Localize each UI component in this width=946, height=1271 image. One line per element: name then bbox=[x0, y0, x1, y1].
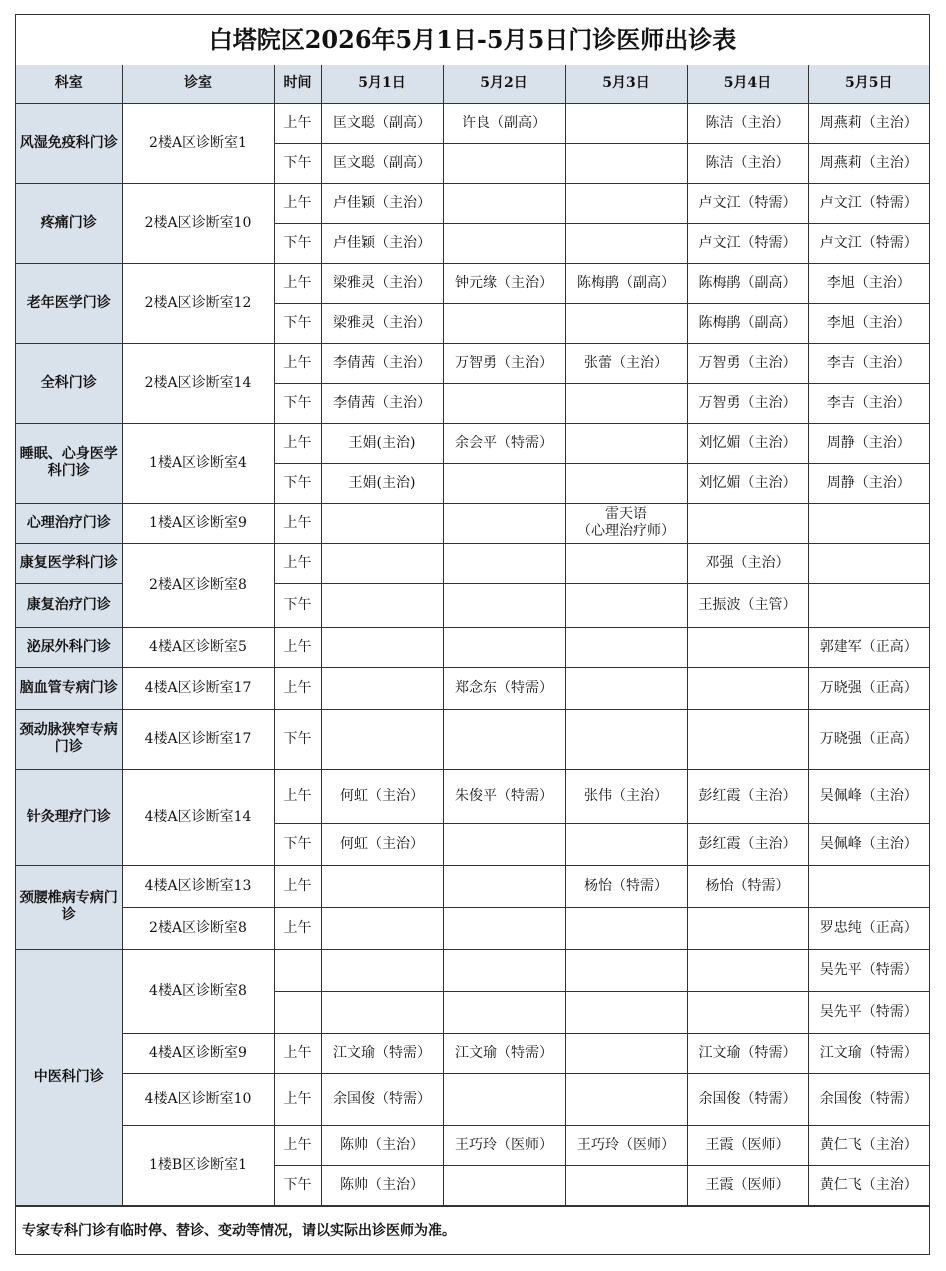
schedule-cell bbox=[687, 991, 808, 1033]
schedule-cell: 1楼B区诊断室1 bbox=[122, 1125, 274, 1205]
col-header-department: 科室 bbox=[16, 65, 122, 103]
schedule-cell bbox=[565, 143, 687, 183]
table-row bbox=[16, 627, 929, 667]
schedule-cell: 1楼A区诊断室4 bbox=[122, 423, 274, 503]
department-cell: 全科门诊 bbox=[16, 343, 122, 423]
schedule-cell bbox=[565, 991, 687, 1033]
schedule-cell: 卢文江（特需） bbox=[687, 183, 808, 223]
schedule-cell bbox=[565, 463, 687, 503]
schedule-cell bbox=[443, 303, 565, 343]
schedule-cell: 2楼A区诊断室10 bbox=[122, 183, 274, 263]
schedule-cell: 李吉（主治） bbox=[808, 383, 929, 423]
schedule-cell: 李吉（主治） bbox=[808, 343, 929, 383]
schedule-cell bbox=[443, 1165, 565, 1205]
schedule-cell: 李倩茜（主治） bbox=[321, 383, 443, 423]
schedule-cell: 何虹（主治） bbox=[321, 823, 443, 865]
schedule-cell bbox=[565, 303, 687, 343]
col-header-room: 诊室 bbox=[122, 65, 274, 103]
schedule-cell bbox=[321, 865, 443, 907]
schedule-cell: 王娟(主治) bbox=[321, 423, 443, 463]
table-row bbox=[16, 949, 929, 991]
department-cell: 睡眠、心身医学科门诊 bbox=[16, 423, 122, 503]
department-cell: 颈腰椎病专病门诊 bbox=[16, 865, 122, 949]
schedule-cell: 朱俊平（特需） bbox=[443, 769, 565, 823]
col-header-may1: 5月1日 bbox=[321, 65, 443, 103]
schedule-cell: 上午 bbox=[274, 667, 321, 709]
schedule-cell: 卢佳颖（主治） bbox=[321, 223, 443, 263]
schedule-cell: 上午 bbox=[274, 263, 321, 303]
table-row bbox=[16, 263, 929, 303]
schedule-cell bbox=[565, 183, 687, 223]
schedule-cell: 上午 bbox=[274, 423, 321, 463]
table-row bbox=[16, 183, 929, 223]
schedule-cell bbox=[443, 583, 565, 627]
schedule-cell: 万智勇（主治） bbox=[443, 343, 565, 383]
schedule-cell bbox=[443, 949, 565, 991]
schedule-cell: 陈梅鹃（副高） bbox=[687, 303, 808, 343]
schedule-cell bbox=[565, 627, 687, 667]
schedule-cell: 周静（主治） bbox=[808, 423, 929, 463]
schedule-cell: 下午 bbox=[274, 143, 321, 183]
schedule-cell: 下午 bbox=[274, 1165, 321, 1205]
schedule-cell: 下午 bbox=[274, 583, 321, 627]
schedule-cell: 郭建军（正高） bbox=[808, 627, 929, 667]
schedule-cell: 4楼A区诊断室13 bbox=[122, 865, 274, 907]
table-row bbox=[16, 503, 929, 543]
schedule-cell: 何虹（主治） bbox=[321, 769, 443, 823]
schedule-cell bbox=[443, 1073, 565, 1125]
schedule-cell: 杨怡（特需） bbox=[565, 865, 687, 907]
schedule-cell: 4楼A区诊断室17 bbox=[122, 667, 274, 709]
schedule-cell: 吴先平（特需） bbox=[808, 949, 929, 991]
schedule-cell: 彭红霞（主治） bbox=[687, 823, 808, 865]
schedule-cell bbox=[321, 907, 443, 949]
schedule-cell: 上午 bbox=[274, 183, 321, 223]
schedule-cell bbox=[321, 543, 443, 583]
schedule-cell: 周燕莉（主治） bbox=[808, 143, 929, 183]
schedule-cell: 王巧玲（医师） bbox=[443, 1125, 565, 1165]
schedule-cell: 罗忠纯（正高） bbox=[808, 907, 929, 949]
schedule-cell: 余国俊（特需） bbox=[687, 1073, 808, 1125]
schedule-cell: 万智勇（主治） bbox=[687, 383, 808, 423]
table-row bbox=[16, 769, 929, 823]
schedule-cell: 1楼A区诊断室9 bbox=[122, 503, 274, 543]
department-cell: 泌尿外科门诊 bbox=[16, 627, 122, 667]
table-row bbox=[16, 709, 929, 769]
schedule-cell: 上午 bbox=[274, 103, 321, 143]
schedule-cell: 余国俊（特需） bbox=[321, 1073, 443, 1125]
schedule-cell: 陈帅（主治） bbox=[321, 1125, 443, 1165]
page-title: 白塔院区2026年5月1日-5月5日门诊医师出诊表 bbox=[16, 15, 929, 66]
schedule-cell: 陈梅鹃（副高） bbox=[565, 263, 687, 303]
schedule-cell bbox=[443, 991, 565, 1033]
schedule-cell: 4楼A区诊断室14 bbox=[122, 769, 274, 865]
schedule-cell: 4楼A区诊断室5 bbox=[122, 627, 274, 667]
schedule-cell: 下午 bbox=[274, 709, 321, 769]
schedule-cell: 万晓强（正高） bbox=[808, 709, 929, 769]
schedule-cell: 周静（主治） bbox=[808, 463, 929, 503]
schedule-table bbox=[16, 65, 929, 1206]
schedule-cell bbox=[565, 823, 687, 865]
schedule-cell: 王娟(主治) bbox=[321, 463, 443, 503]
department-cell: 疼痛门诊 bbox=[16, 183, 122, 263]
schedule-cell: 邓强（主治） bbox=[687, 543, 808, 583]
schedule-cell: 陈梅鹃（副高） bbox=[687, 263, 808, 303]
schedule-cell bbox=[443, 503, 565, 543]
schedule-cell bbox=[565, 1033, 687, 1073]
schedule-cell bbox=[443, 463, 565, 503]
schedule-cell: 下午 bbox=[274, 383, 321, 423]
schedule-cell bbox=[321, 991, 443, 1033]
schedule-cell: 万智勇（主治） bbox=[687, 343, 808, 383]
table-row bbox=[16, 1073, 929, 1125]
schedule-cell bbox=[565, 103, 687, 143]
schedule-cell: 4楼A区诊断室10 bbox=[122, 1073, 274, 1125]
schedule-cell: 郑念东（特需） bbox=[443, 667, 565, 709]
department-cell: 康复医学科门诊 bbox=[16, 543, 122, 583]
schedule-cell: 卢文江（特需） bbox=[808, 223, 929, 263]
col-header-may5: 5月5日 bbox=[808, 65, 929, 103]
schedule-cell bbox=[687, 667, 808, 709]
schedule-cell bbox=[687, 627, 808, 667]
col-header-may2: 5月2日 bbox=[443, 65, 565, 103]
schedule-cell bbox=[321, 667, 443, 709]
table-row bbox=[16, 103, 929, 143]
department-cell: 心理治疗门诊 bbox=[16, 503, 122, 543]
schedule-cell: 李旭（主治） bbox=[808, 263, 929, 303]
table-row bbox=[16, 907, 929, 949]
schedule-cell: 许良（副高） bbox=[443, 103, 565, 143]
schedule-cell: 陈洁（主治） bbox=[687, 103, 808, 143]
department-cell: 颈动脉狭窄专病门诊 bbox=[16, 709, 122, 769]
table-row bbox=[16, 1125, 929, 1165]
schedule-cell: 王巧玲（医师） bbox=[565, 1125, 687, 1165]
schedule-cell: 江文瑜（特需） bbox=[321, 1033, 443, 1073]
schedule-cell: 下午 bbox=[274, 463, 321, 503]
table-row bbox=[16, 343, 929, 383]
schedule-cell: 上午 bbox=[274, 543, 321, 583]
schedule-cell: 下午 bbox=[274, 223, 321, 263]
schedule-cell: 余会平（特需） bbox=[443, 423, 565, 463]
schedule-cell bbox=[443, 865, 565, 907]
schedule-cell: 彭红霞（主治） bbox=[687, 769, 808, 823]
schedule-cell bbox=[321, 583, 443, 627]
schedule-cell: 上午 bbox=[274, 1125, 321, 1165]
schedule-cell bbox=[565, 583, 687, 627]
schedule-cell bbox=[565, 1073, 687, 1125]
schedule-cell: 雷天语 （心理治疗师） bbox=[565, 503, 687, 543]
schedule-cell bbox=[565, 423, 687, 463]
col-header-may4: 5月4日 bbox=[687, 65, 808, 103]
schedule-cell: 2楼A区诊断室12 bbox=[122, 263, 274, 343]
schedule-cell: 下午 bbox=[274, 303, 321, 343]
schedule-cell: 上午 bbox=[274, 1033, 321, 1073]
schedule-cell bbox=[808, 865, 929, 907]
schedule-cell: 吴佩峰（主治） bbox=[808, 769, 929, 823]
schedule-cell bbox=[808, 543, 929, 583]
schedule-cell bbox=[274, 949, 321, 991]
department-cell: 针灸理疗门诊 bbox=[16, 769, 122, 865]
schedule-cell: 卢佳颖（主治） bbox=[321, 183, 443, 223]
schedule-cell: 王霞（医师） bbox=[687, 1125, 808, 1165]
schedule-cell bbox=[565, 907, 687, 949]
schedule-cell: 江文瑜（特需） bbox=[687, 1033, 808, 1073]
schedule-cell: 杨怡（特需） bbox=[687, 865, 808, 907]
schedule-cell bbox=[443, 627, 565, 667]
schedule-cell: 万晓强（正高） bbox=[808, 667, 929, 709]
schedule-cell bbox=[808, 583, 929, 627]
schedule-cell: 4楼A区诊断室9 bbox=[122, 1033, 274, 1073]
schedule-cell: 陈洁（主治） bbox=[687, 143, 808, 183]
schedule-sheet bbox=[15, 14, 930, 1255]
schedule-cell: 上午 bbox=[274, 627, 321, 667]
table-row bbox=[16, 543, 929, 583]
schedule-cell: 王振波（主管） bbox=[687, 583, 808, 627]
schedule-cell bbox=[443, 907, 565, 949]
schedule-cell: 吴佩峰（主治） bbox=[808, 823, 929, 865]
schedule-cell: 江文瑜（特需） bbox=[808, 1033, 929, 1073]
schedule-cell: 下午 bbox=[274, 823, 321, 865]
schedule-cell bbox=[443, 383, 565, 423]
schedule-cell bbox=[443, 223, 565, 263]
schedule-cell: 陈帅（主治） bbox=[321, 1165, 443, 1205]
table-row bbox=[16, 423, 929, 463]
schedule-cell bbox=[443, 183, 565, 223]
col-header-may3: 5月3日 bbox=[565, 65, 687, 103]
schedule-cell: 4楼A区诊断室17 bbox=[122, 709, 274, 769]
schedule-cell bbox=[565, 709, 687, 769]
schedule-cell: 李倩茜（主治） bbox=[321, 343, 443, 383]
schedule-cell: 上午 bbox=[274, 769, 321, 823]
schedule-cell bbox=[565, 223, 687, 263]
department-cell: 老年医学门诊 bbox=[16, 263, 122, 343]
schedule-cell: 张伟（主治） bbox=[565, 769, 687, 823]
schedule-cell: 上午 bbox=[274, 907, 321, 949]
schedule-cell: 2楼A区诊断室8 bbox=[122, 907, 274, 949]
schedule-cell bbox=[565, 667, 687, 709]
schedule-cell bbox=[565, 1165, 687, 1205]
schedule-cell bbox=[321, 709, 443, 769]
schedule-cell: 上午 bbox=[274, 1073, 321, 1125]
schedule-cell bbox=[443, 709, 565, 769]
schedule-cell bbox=[687, 949, 808, 991]
schedule-cell bbox=[321, 503, 443, 543]
schedule-cell bbox=[808, 503, 929, 543]
schedule-cell bbox=[321, 949, 443, 991]
schedule-cell bbox=[565, 543, 687, 583]
department-cell: 风湿免疫科门诊 bbox=[16, 103, 122, 183]
department-cell: 中医科门诊 bbox=[16, 949, 122, 1205]
schedule-cell bbox=[443, 823, 565, 865]
schedule-cell: 匡文聪（副高） bbox=[321, 103, 443, 143]
schedule-cell: 上午 bbox=[274, 503, 321, 543]
schedule-cell bbox=[443, 143, 565, 183]
schedule-cell: 黄仁飞（主治） bbox=[808, 1165, 929, 1205]
schedule-cell: 周燕莉（主治） bbox=[808, 103, 929, 143]
schedule-cell bbox=[565, 949, 687, 991]
schedule-cell: 梁雅灵（主治） bbox=[321, 263, 443, 303]
schedule-cell: 卢文江（特需） bbox=[808, 183, 929, 223]
schedule-cell: 匡文聪（副高） bbox=[321, 143, 443, 183]
schedule-cell: 梁雅灵（主治） bbox=[321, 303, 443, 343]
department-cell: 脑血管专病门诊 bbox=[16, 667, 122, 709]
schedule-cell: 李旭（主治） bbox=[808, 303, 929, 343]
schedule-cell bbox=[565, 383, 687, 423]
schedule-cell: 4楼A区诊断室8 bbox=[122, 949, 274, 1033]
schedule-cell: 江文瑜（特需） bbox=[443, 1033, 565, 1073]
table-row bbox=[16, 1033, 929, 1073]
schedule-cell bbox=[687, 907, 808, 949]
schedule-cell: 2楼A区诊断室8 bbox=[122, 543, 274, 627]
schedule-cell: 上午 bbox=[274, 343, 321, 383]
header-row bbox=[16, 65, 929, 103]
col-header-time: 时间 bbox=[274, 65, 321, 103]
schedule-cell bbox=[443, 543, 565, 583]
department-cell: 康复治疗门诊 bbox=[16, 583, 122, 627]
schedule-cell: 钟元缘（主治） bbox=[443, 263, 565, 303]
schedule-cell bbox=[274, 991, 321, 1033]
schedule-cell: 刘忆媚（主治） bbox=[687, 423, 808, 463]
schedule-cell bbox=[687, 709, 808, 769]
schedule-cell bbox=[321, 627, 443, 667]
schedule-cell: 余国俊（特需） bbox=[808, 1073, 929, 1125]
schedule-cell: 卢文江（特需） bbox=[687, 223, 808, 263]
schedule-cell: 上午 bbox=[274, 865, 321, 907]
table-row bbox=[16, 667, 929, 709]
schedule-cell bbox=[687, 503, 808, 543]
footer-note: 专家专科门诊有临时停、替诊、变动等情况，请以实际出诊医师为准。 bbox=[16, 1206, 929, 1254]
schedule-cell: 2楼A区诊断室14 bbox=[122, 343, 274, 423]
table-row bbox=[16, 865, 929, 907]
schedule-cell: 黄仁飞（主治） bbox=[808, 1125, 929, 1165]
schedule-cell: 王霞（医师） bbox=[687, 1165, 808, 1205]
schedule-cell: 2楼A区诊断室1 bbox=[122, 103, 274, 183]
schedule-cell: 吴先平（特需） bbox=[808, 991, 929, 1033]
schedule-cell: 刘忆媚（主治） bbox=[687, 463, 808, 503]
schedule-cell: 张蕾（主治） bbox=[565, 343, 687, 383]
